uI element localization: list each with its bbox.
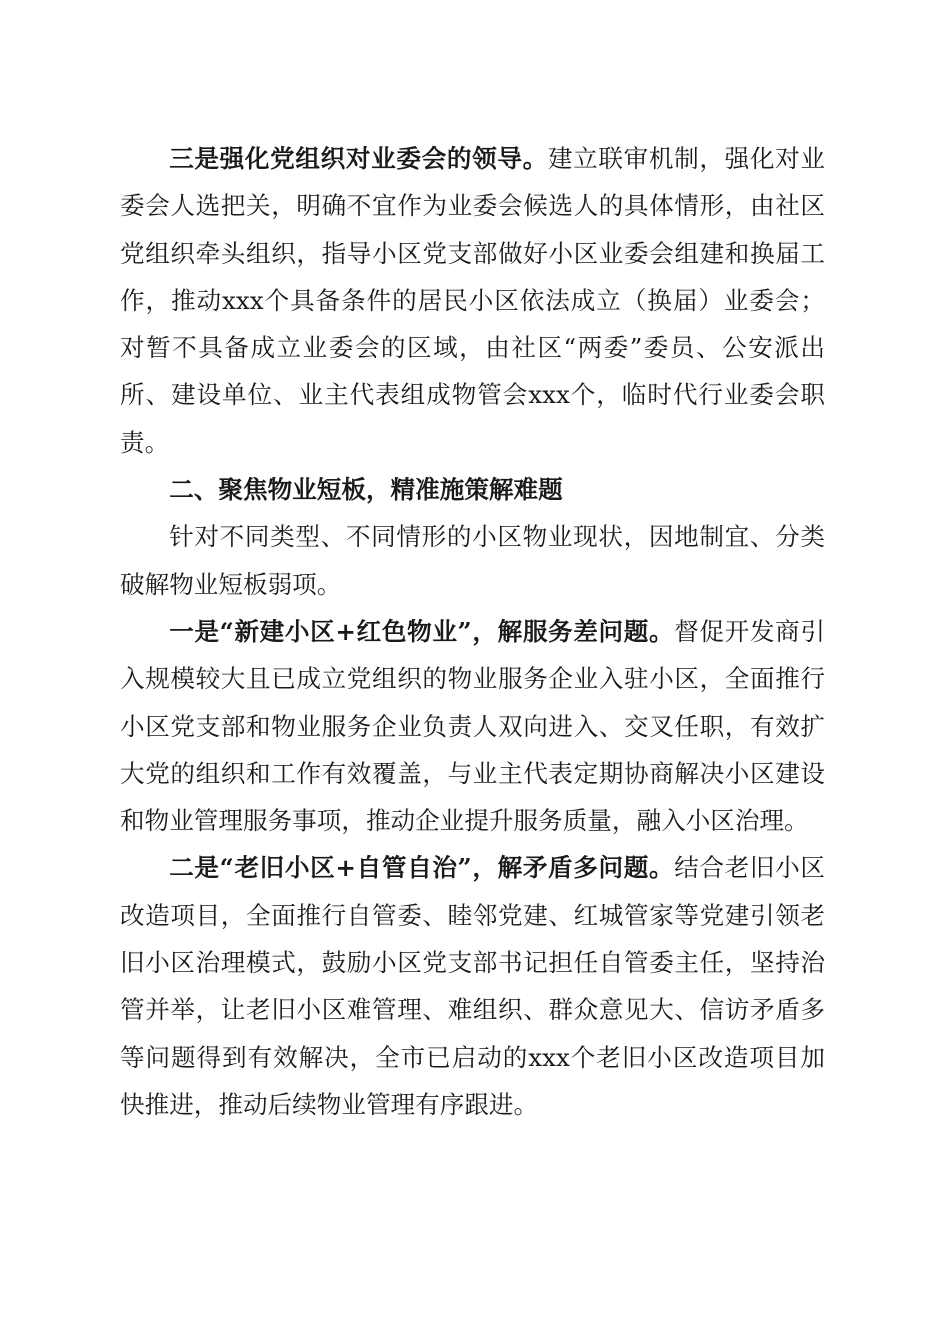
paragraph-2-body: 针对不同类型、不同情形的小区物业现状，因地制宜、分类破解物业短板弱项。	[120, 522, 825, 599]
document-page	[120, 135, 825, 1128]
paragraph-1	[120, 135, 825, 466]
paragraph-1-body: 建立联审机制，强化对业委会人选把关，明确不宜作为业委会候选人的具体情形，由社区党组织牵头组织，指导小区党支部做好小区业委会组建和换届工作，推动xxx个具备条件的居民小区依法成立（换届）业委会；对暂不具备成立业委会的区域，由社区“两委”委员、公安派出所、建设单位、业主代表组成物管会xxx个，临时代行业委会职责。	[120, 144, 825, 457]
paragraph-1-lead: 三是强化党组织对业委会的领导。	[169, 144, 548, 173]
paragraph-3-lead: 一是“新建小区+红色物业”，解服务差问题。	[169, 616, 675, 646]
paragraph-4	[120, 844, 825, 1128]
paragraph-3-body: 督促开发商引入规模较大且已成立党组织的物业服务企业入驻小区，全面推行小区党支部和物业服务企业负责人双向进入、交叉任职，有效扩大党的组织和工作有效覆盖，与业主代表定期协商解决小区建设和物业管理服务事项，推动企业提升服务质量，融入小区治理。	[120, 616, 825, 836]
paragraph-4-body: 结合老旧小区改造项目，全面推行自管委、睦邻党建、红城管家等党建引领老旧小区治理模式，鼓励小区党支部书记担任自管委主任，坚持治管并举，让老旧小区难管理、难组织、群众意见大、信访矛盾多等问题得到有效解决，全市已启动的xxx个老旧小区改造项目加快推进，推动后续物业管理有序跟进。	[120, 853, 825, 1119]
paragraph-4-lead: 二是“老旧小区+自管自治”，解矛盾多问题。	[169, 853, 675, 883]
section-heading-2: 二、聚焦物业短板，精准施策解难题	[169, 475, 563, 505]
paragraph-3	[120, 608, 825, 844]
paragraph-2	[120, 513, 825, 608]
